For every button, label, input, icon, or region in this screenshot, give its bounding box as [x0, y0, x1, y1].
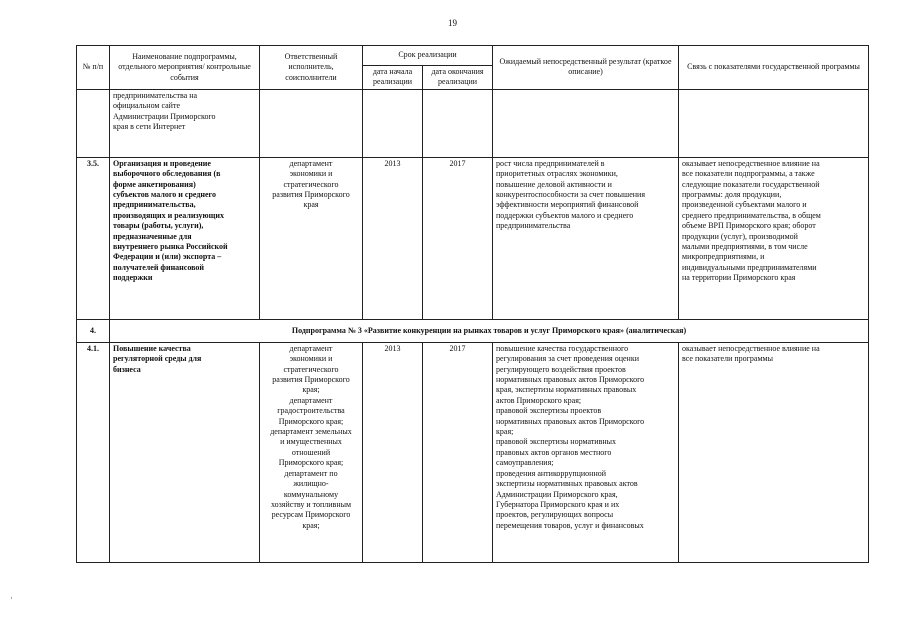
- activity-name: Повышение качества регуляторной среды для бизнеса: [110, 342, 260, 562]
- expected-result: повышение качества государственного регулирования за счет проведения оценки регулирующего воздействия проектов нормативных правовых актов Приморского края, экспертизы нормативных правовых актов Приморского края; правовой экспертизы проектов нормативных правовых актов Приморского края; правовой экспертизы нормативных правовых актов органов местного самоуправления; проведения антикоррупционной экспертизы нормативных правовых актов Администрации Приморского края, Губернатора Приморского края и их проектов, регулирующих вопросы перемещения товаров, услуг и финансовых: [493, 342, 679, 562]
- continued-name: предпринимательства на официальном сайте Администрации Приморского края в сети Интернет: [110, 89, 260, 157]
- expected-result: рост числа предпринимателей в приоритетных отраслях экономики, повышение деловой активности и конкурентоспособности за счет повышения эффективности мероприятий финансовой поддержки субъектов малого и среднего предпринимательства: [493, 157, 679, 319]
- indicator-link: оказывает непосредственное влияние на все показатели подпрограммы, а также следующие показатели государственной программы: доля продукции, произведенной субъектами малого и среднего предпринимательства, в общем объеме ВРП Приморского края; оборот продукции (услуг), производимой малыми предприятиями, в том числе микропредприятиями, и индивидуальными предпринимателями на территории Приморского края: [679, 157, 869, 319]
- header-name: Наименование подпрограммы, отдельного мероприятия/ контрольные события: [110, 46, 260, 90]
- table-row-3-5: [77, 157, 869, 319]
- end-year: 2017: [423, 342, 493, 562]
- header-num: № п/п: [77, 46, 110, 90]
- header-start: дата начала реализации: [363, 66, 423, 90]
- margin-mark: ·: [10, 593, 13, 603]
- table-row-continuation: [77, 89, 869, 157]
- header-end: дата окончания реализации: [423, 66, 493, 90]
- row-number: 4.: [77, 319, 110, 342]
- activity-name: Организация и проведение выборочного обследования (в форме анкетирования) субъектов малого и среднего предпринимательства, производящих и реализующих товары (работы, услуги), предназначенные для внутреннего рынка Российской Федерации и (или) экспорта – получателей финансовой поддержки: [110, 157, 260, 319]
- header-result: Ожидаемый непосредственный результат (краткое описание): [493, 46, 679, 90]
- header-executor: Ответственный исполнитель, соисполнители: [260, 46, 363, 90]
- header-row: [77, 46, 869, 66]
- start-year: 2013: [363, 342, 423, 562]
- executor: департамент экономики и стратегического развития Приморского края; департамент градостроительства Приморского края; департамент земельных и имущественных отношений Приморского края; департамент по жилищно- коммунальному хозяйству и топливным ресурсам Приморского края;: [260, 342, 363, 562]
- row-number: 3.5.: [77, 157, 110, 319]
- page-number: 19: [448, 18, 457, 28]
- program-table: [76, 45, 869, 563]
- table-row-4-1: [77, 342, 869, 562]
- indicator-link: оказывает непосредственное влияние на все показатели программы: [679, 342, 869, 562]
- table-row-4: [77, 319, 869, 342]
- header-period: Срок реализации: [363, 46, 493, 66]
- executor: департамент экономики и стратегического развития Приморского края: [260, 157, 363, 319]
- header-link: Связь с показателями государственной программы: [679, 46, 869, 90]
- subprogram-title: Подпрограмма № 3 «Развитие конкуренции на рынках товаров и услуг Приморского края» (аналитическая): [110, 319, 869, 342]
- end-year: 2017: [423, 157, 493, 319]
- start-year: 2013: [363, 157, 423, 319]
- row-number: 4.1.: [77, 342, 110, 562]
